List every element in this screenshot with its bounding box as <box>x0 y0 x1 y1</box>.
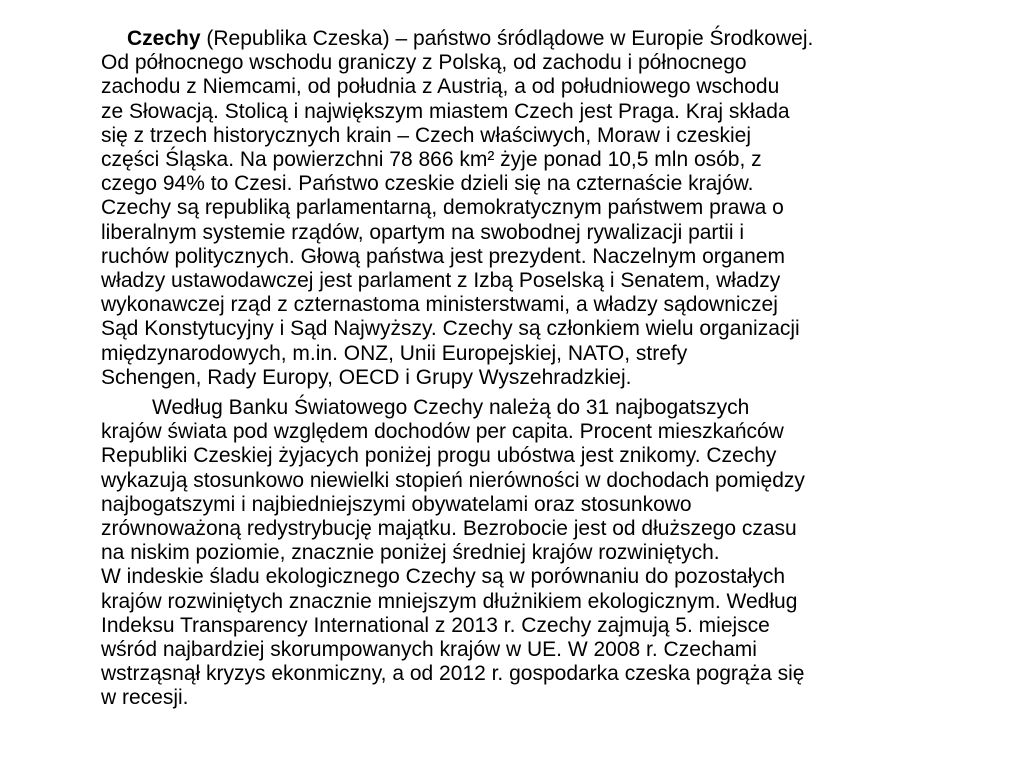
paragraph-2-line: wstrząsnął kryzys ekonmiczny, a od 2012 r. gospodarka czeska pogrąża się <box>101 662 805 686</box>
paragraph-2-line: wykazują stosunkowo niewielki stopień nierówności w dochodach pomiędzy <box>101 468 805 492</box>
paragraph-1-line: ze Słowacją. Stolicą i największym miastem Czech jest Praga. Kraj składa <box>101 99 790 123</box>
paragraph-1-bold-word: Czechy <box>127 27 201 50</box>
paragraph-1-line: ruchów politycznych. Głową państwa jest prezydent. Naczelnym organem <box>101 244 785 268</box>
paragraph-2-line: wśród najbardziej skorumpowanych krajów w UE. W 2008 r. Czechami <box>101 638 757 662</box>
paragraph-2-line: na niskim poziomie, znacznie poniżej średniej krajów rozwiniętych. <box>101 541 720 565</box>
paragraph-2-line: Republiki Czeskiej żyjacych poniżej progu ubóstwa jest znikomy. Czechy <box>101 444 777 468</box>
paragraph-2-line: najbogatszymi i najbiedniejszymi obywatelami oraz stosunkowo <box>101 492 692 516</box>
paragraph-1-line: Schengen, Rady Europy, OECD i Grupy Wyszehradzkiej. <box>101 365 632 389</box>
text-body <box>101 27 991 711</box>
paragraph-1-line: zachodu z Niemcami, od południa z Austrią, a od południowego wschodu <box>101 75 780 99</box>
paragraph-2-line: krajów rozwiniętych znacznie mniejszym dłużnikiem ekologicznym. Według <box>101 589 798 613</box>
paragraph-2-line: Według Banku Światowego Czechy należą do 31 najbogatszych <box>152 396 750 420</box>
paragraph-2-line: Indeksu Transparency International z 2013 r. Czechy zajmują 5. miejsce <box>101 613 770 637</box>
paragraph-1-line: wykonawczej rząd z czternastoma ministerstwami, a władzy sądowniczej <box>101 293 778 317</box>
paragraph-2-line: W indeskie śladu ekologicznego Czechy są w porównaniu do pozostałych <box>101 565 786 589</box>
paragraph-1-line: liberalnym systemie rządów, opartym na swobodnej rywalizacji partii i <box>101 220 745 244</box>
paragraph-1-line: czego 94% to Czesi. Państwo czeskie dzieli się na czternaście krajów. <box>101 172 754 196</box>
paragraph-1-line: Sąd Konstytucyjny i Sąd Najwyższy. Czechy są członkiem wielu organizacji <box>101 317 800 341</box>
paragraph-1-line-1-text: (Republika Czeska) – państwo śródlądowe w Europie Środkowej. <box>200 27 814 50</box>
paragraph-1-line-1 <box>101 27 991 51</box>
paragraph-1-line: Czechy są republiką parlamentarną, demokratycznym państwem prawa o <box>101 196 784 220</box>
paragraph-1-line: międzynarodowych, m.in. ONZ, Unii Europejskiej, NATO, strefy <box>101 341 688 365</box>
paragraph-1-line: się z trzech historycznych krain – Czech właściwych, Moraw i czeskiej <box>101 123 752 147</box>
paragraph-2-line: krajów świata pod względem dochodów per capita. Procent mieszkańców <box>101 420 784 444</box>
paragraph-1-line: Od północnego wschodu graniczy z Polską, od zachodu i północnego <box>101 51 747 75</box>
paragraph-2-line: w recesji. <box>101 686 189 710</box>
paragraph-2-line: zrównoważoną redystrybucję majątku. Bezrobocie jest od dłuższego czasu <box>101 517 797 541</box>
paragraph-1-line: władzy ustawodawczej jest parlament z Izbą Poselską i Senatem, władzy <box>101 269 781 293</box>
paragraph-1-line: części Śląska. Na powierzchni 78 866 km² żyje ponad 10,5 mln osób, z <box>101 148 762 172</box>
